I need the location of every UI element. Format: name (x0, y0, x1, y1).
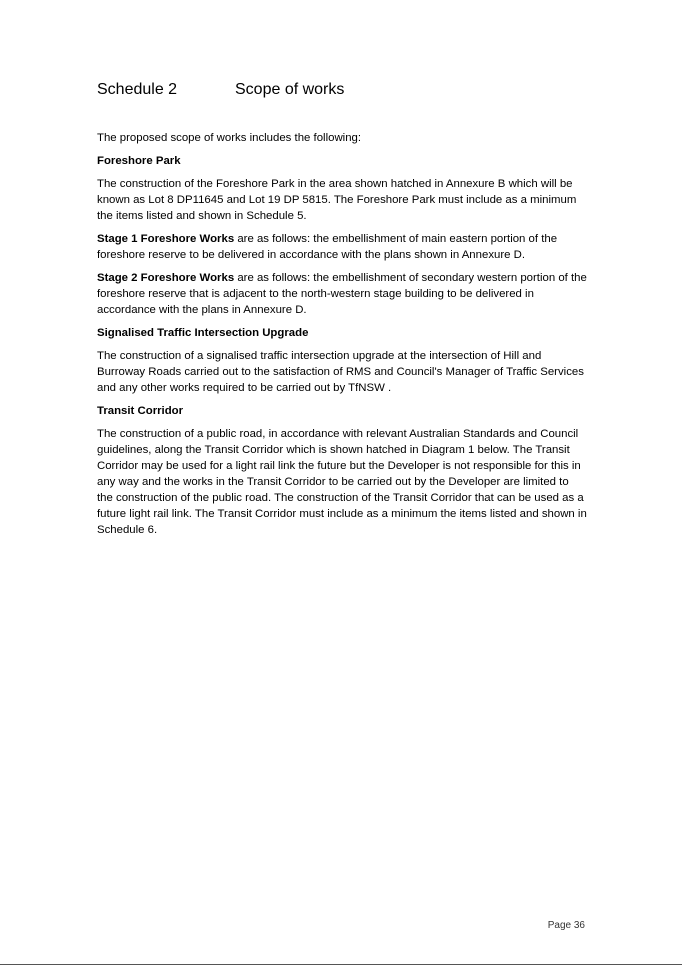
stage2-text: are as follows: the embellishment of secondary western portion of the foreshore reserve that is adjacent to the north-western stage building to be delivered in accordance with the plans in Annexure D. (97, 272, 587, 316)
intro-paragraph: The proposed scope of works includes the following: (97, 132, 362, 144)
signalised-heading: Signalised Traffic Intersection Upgrade (97, 327, 309, 339)
stage1-paragraph (97, 231, 587, 263)
schedule-body (97, 130, 587, 545)
foreshore-park-heading: Foreshore Park (97, 155, 181, 167)
schedule-title: Scope of works (235, 81, 345, 98)
page-number: Page 36 (547, 920, 585, 931)
transit-corridor-heading: Transit Corridor (97, 405, 184, 417)
foreshore-park-paragraph: The construction of the Foreshore Park in the area shown hatched in Annexure B which will be known as Lot 8 DP11645 and Lot 19 DP 5815. The Foreshore Park must include as a minimum the items listed and shown in Schedule 5. (97, 178, 577, 222)
stage2-paragraph (97, 270, 587, 318)
schedule-number: Schedule 2 (97, 81, 178, 98)
signalised-paragraph: The construction of a signalised traffic intersection upgrade at the intersection of Hill and Burroway Roads carried out to the satisfaction of RMS and Council's Manager of Traffic Services and any other works required to be carried out by TfNSW . (97, 350, 584, 394)
stage1-text: are as follows: the embellishment of main eastern portion of the foreshore reserve to be delivered in accordance with the plans shown in Annexure D. (97, 233, 558, 261)
schedule-heading (97, 80, 344, 100)
stage1-label: Stage 1 Foreshore Works (97, 233, 235, 245)
transit-corridor-paragraph: The construction of a public road, in accordance with relevant Australian Standards and Council guidelines, along the Transit Corridor which is shown hatched in Diagram 1 below. The Transit Corridor may be used for a light rail link the future but the Developer is not responsible for this in any way and the works in the Transit Corridor to be carried out by the Developer are limited to the construction of the public road. The construction of the Transit Corridor that can be used as a future light rail link. The Transit Corridor must include as a minimum the items listed and shown in Schedule 6. (97, 428, 587, 536)
stage2-label: Stage 2 Foreshore Works (97, 272, 235, 284)
